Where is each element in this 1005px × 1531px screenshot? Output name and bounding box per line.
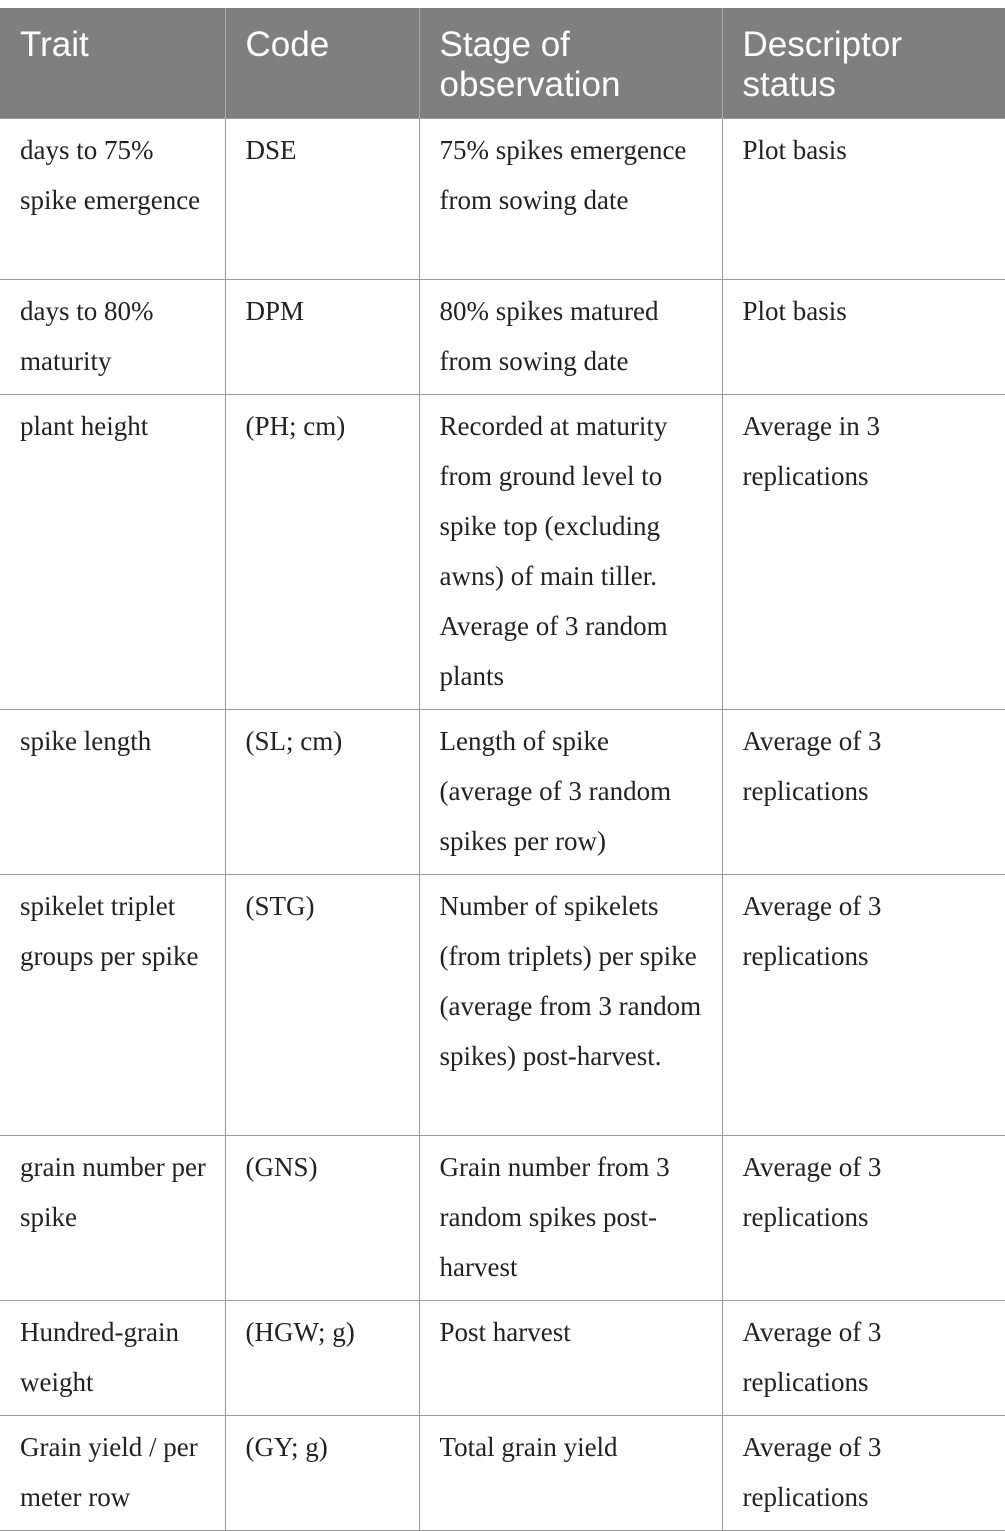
cell-stage: Recorded at maturity from ground level to spike top (excluding awns) of main tiller. Average of 3 random plants (419, 394, 722, 709)
table-row (0, 709, 1005, 874)
cell-code: DPM (225, 279, 419, 394)
table-body (0, 118, 1005, 1530)
cell-status: Average in 3 replications (722, 394, 1005, 709)
table-row (0, 1415, 1005, 1530)
cell-code: (GNS) (225, 1135, 419, 1300)
cell-code: (STG) (225, 874, 419, 1135)
cell-code: (HGW; g) (225, 1300, 419, 1415)
table-row (0, 279, 1005, 394)
cell-stage: Number of spikelets (from triplets) per spike (average from 3 random spikes) post-harvest. (419, 874, 722, 1135)
cell-status: Plot basis (722, 279, 1005, 394)
table-row (0, 1135, 1005, 1300)
cell-status: Plot basis (722, 118, 1005, 279)
cell-trait: plant height (0, 394, 225, 709)
cell-code: DSE (225, 118, 419, 279)
table-header (0, 8, 1005, 118)
cell-code: (SL; cm) (225, 709, 419, 874)
table-row (0, 874, 1005, 1135)
header-trait: Trait (0, 8, 225, 118)
table-row (0, 394, 1005, 709)
cell-code: (PH; cm) (225, 394, 419, 709)
cell-stage: 75% spikes emergence from sowing date (419, 118, 722, 279)
cell-status: Average of 3 replications (722, 709, 1005, 874)
cell-trait: Hundred-grain weight (0, 1300, 225, 1415)
table-row (0, 118, 1005, 279)
cell-stage: Grain number from 3 random spikes post-harvest (419, 1135, 722, 1300)
cell-trait: spike length (0, 709, 225, 874)
table-row (0, 1300, 1005, 1415)
cell-trait: spikelet triplet groups per spike (0, 874, 225, 1135)
cell-stage: Total grain yield (419, 1415, 722, 1530)
header-stage-of-observation: Stage of observation (419, 8, 722, 118)
cell-code: (GY; g) (225, 1415, 419, 1530)
trait-descriptor-table (0, 8, 1005, 1531)
cell-status: Average of 3 replications (722, 1415, 1005, 1530)
cell-status: Average of 3 replications (722, 874, 1005, 1135)
cell-trait: grain number per spike (0, 1135, 225, 1300)
header-descriptor-status: Descriptor status (722, 8, 1005, 118)
cell-status: Average of 3 replications (722, 1135, 1005, 1300)
cell-trait: Grain yield / per meter row (0, 1415, 225, 1530)
cell-stage: Post harvest (419, 1300, 722, 1415)
cell-stage: 80% spikes matured from sowing date (419, 279, 722, 394)
cell-trait: days to 80% maturity (0, 279, 225, 394)
header-row (0, 8, 1005, 118)
cell-trait: days to 75% spike emergence (0, 118, 225, 279)
cell-stage: Length of spike (average of 3 random spikes per row) (419, 709, 722, 874)
header-code: Code (225, 8, 419, 118)
cell-status: Average of 3 replications (722, 1300, 1005, 1415)
